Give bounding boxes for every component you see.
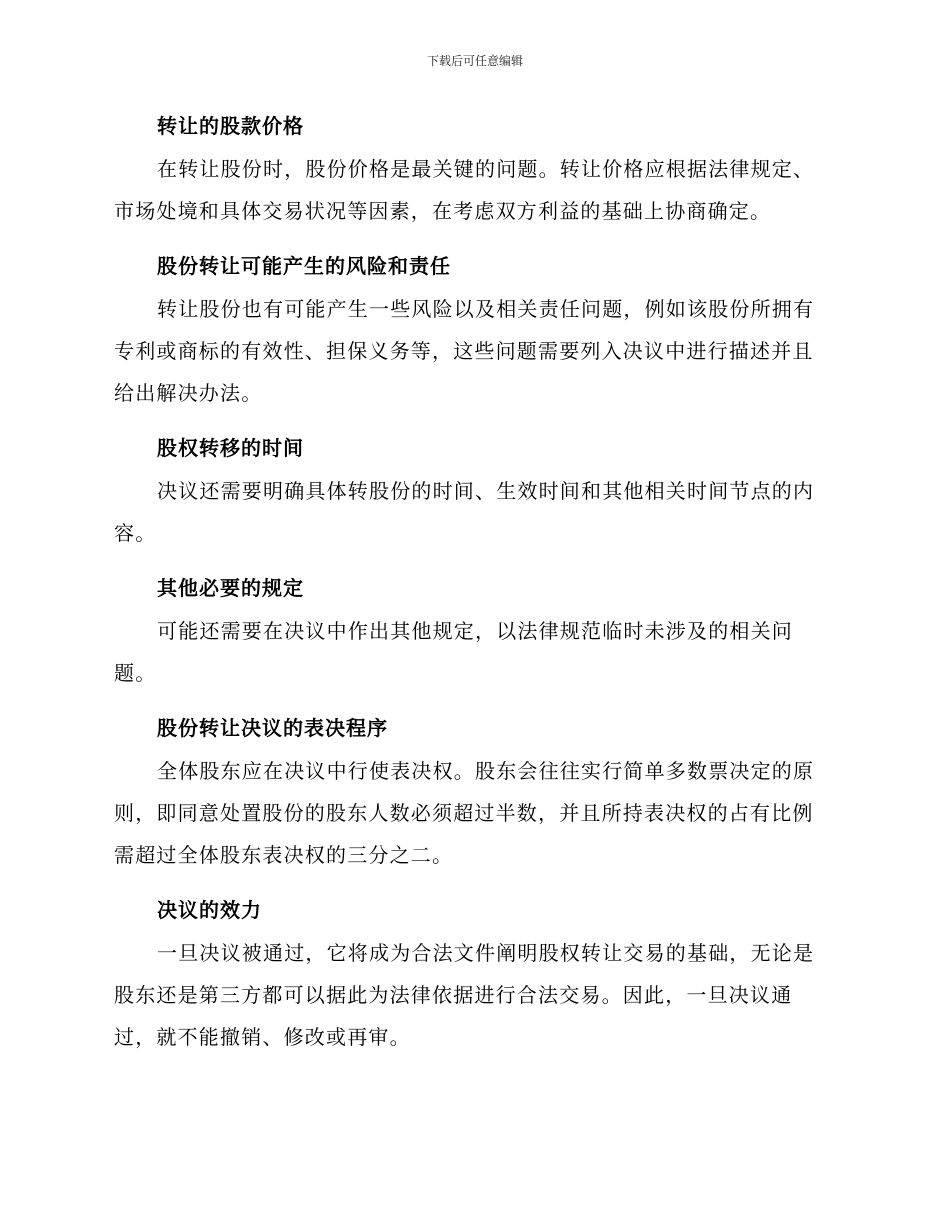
page-header: 下载后可任意编辑 <box>426 54 523 68</box>
section-paragraph-transfer-time <box>114 470 830 554</box>
paragraph-line: 全体股东应在决议中行使表决权。股东会往往实行简单多数票决定的原 <box>157 759 815 783</box>
document-body <box>114 104 830 1070</box>
section-heading-voting: 股份转让决议的表决程序 <box>157 716 388 740</box>
section-paragraph-validity <box>114 932 830 1058</box>
paragraph-line: 题。 <box>114 661 157 685</box>
paragraph-line: 需超过全体股东表决权的三分之二。 <box>114 843 454 867</box>
paragraph-line: 决议还需要明确具体转股份的时间、生效时间和其他相关时间节点的内 <box>157 479 815 503</box>
paragraph-line: 专利或商标的有效性、担保义务等，这些问题需要列入决议中进行描述并且 <box>114 339 814 363</box>
section-paragraph-risks <box>114 288 830 414</box>
paragraph-line: 可能还需要在决议中作出其他规定，以法律规范临时未涉及的相关问 <box>157 619 793 643</box>
section-paragraph-voting <box>114 750 830 876</box>
paragraph-line: 股东还是第三方都可以据此为法律依据进行合法交易。因此，一旦决议通 <box>114 983 793 1007</box>
section-heading-price: 转让的股款价格 <box>157 114 304 138</box>
section-heading-other-rules: 其他必要的规定 <box>157 576 304 600</box>
paragraph-line: 过，就不能撤销、修改或再审。 <box>114 1025 411 1049</box>
paragraph-line: 一旦决议被通过，它将成为合法文件阐明股权转让交易的基础，无论是 <box>157 941 815 965</box>
paragraph-line: 给出解决办法。 <box>114 381 263 405</box>
section-heading-transfer-time: 股权转移的时间 <box>157 436 304 460</box>
paragraph-line: 市场处境和具体交易状况等因素，在考虑双方利益的基础上协商确定。 <box>114 199 772 223</box>
paragraph-line: 容。 <box>114 521 157 545</box>
section-heading-risks: 股份转让可能产生的风险和责任 <box>157 254 451 278</box>
section-paragraph-other-rules <box>114 610 830 694</box>
section-heading-validity: 决议的效力 <box>157 898 262 922</box>
paragraph-line: 则，即同意处置股份的股东人数必须超过半数，并且所持表决权的占有比例 <box>114 801 814 825</box>
paragraph-line: 在转让股份时，股份价格是最关键的问题。转让价格应根据法律规定、 <box>157 157 815 181</box>
paragraph-line: 转让股份也有可能产生一些风险以及相关责任问题，例如该股份所拥有 <box>157 297 815 321</box>
section-paragraph-price <box>114 148 830 232</box>
